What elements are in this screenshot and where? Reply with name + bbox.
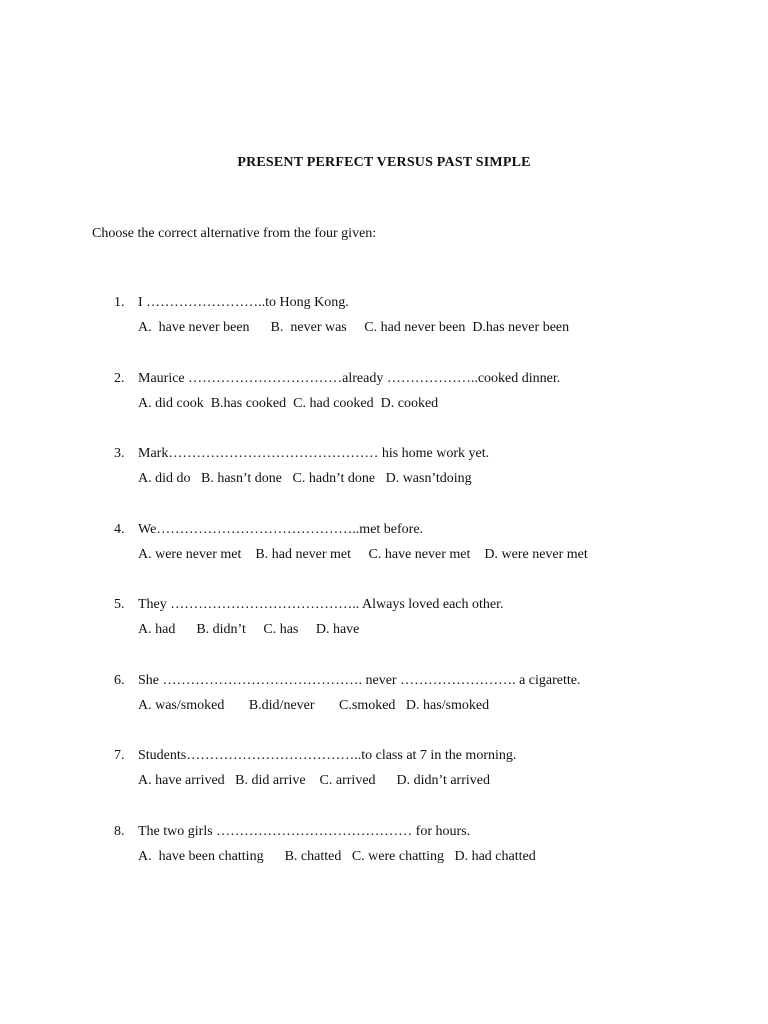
question-stem: Students………………………………..to class at 7 in the morning. (138, 748, 517, 763)
question-stem: They ………………………………….. Always loved each other. (138, 597, 504, 612)
question-number: 1. (114, 295, 125, 310)
question-number: 2. (114, 370, 125, 386)
question-options: A. was/smoked B.did/never C.smoked D. has/smoked (138, 697, 490, 713)
question-stem: We……………………………………..met before. (138, 521, 424, 537)
question-options: A. had B. didn’t C. has D. have (138, 622, 360, 637)
question-number: 7. (114, 748, 125, 763)
question-stem: The two girls …………………………………… for hours. (138, 823, 471, 839)
page-title: PRESENT PERFECT VERSUS PAST SIMPLE (237, 155, 531, 170)
question-6 (0, 673, 768, 749)
question-2 (0, 371, 768, 447)
question-options: A. were never met B. had never met C. have never met D. were never met (138, 546, 588, 562)
question-7 (0, 748, 768, 824)
question-list (0, 295, 768, 899)
instructions: Choose the correct alternative from the four given: (92, 226, 377, 241)
question-stem: She ……………………………………. never ……………………. a cigarette. (138, 672, 581, 688)
question-options: A. did cook B.has cooked C. had cooked D. cooked (138, 395, 439, 411)
question-options: A. have never been B. never was C. had never been D.has never been (138, 320, 570, 335)
question-options: A. have arrived B. did arrive C. arrived D. didn’t arrived (138, 773, 490, 788)
question-1 (0, 295, 768, 371)
question-number: 6. (114, 672, 125, 688)
question-options: A. did do B. hasn’t done C. hadn’t done D. wasn’tdoing (138, 471, 472, 486)
question-options: A. have been chatting B. chatted C. were chatting D. had chatted (138, 848, 536, 864)
question-number: 3. (114, 446, 125, 461)
question-8 (0, 824, 768, 900)
question-4 (0, 522, 768, 598)
question-number: 5. (114, 597, 125, 612)
question-number: 4. (114, 521, 125, 537)
question-stem: Mark……………………………………… his home work yet. (138, 446, 490, 461)
question-number: 8. (114, 823, 125, 839)
question-stem: Maurice ……………………………already ………………..cooked dinner. (138, 370, 561, 386)
question-3 (0, 446, 768, 522)
question-stem: I ……………………..to Hong Kong. (138, 295, 349, 310)
question-5 (0, 597, 768, 673)
